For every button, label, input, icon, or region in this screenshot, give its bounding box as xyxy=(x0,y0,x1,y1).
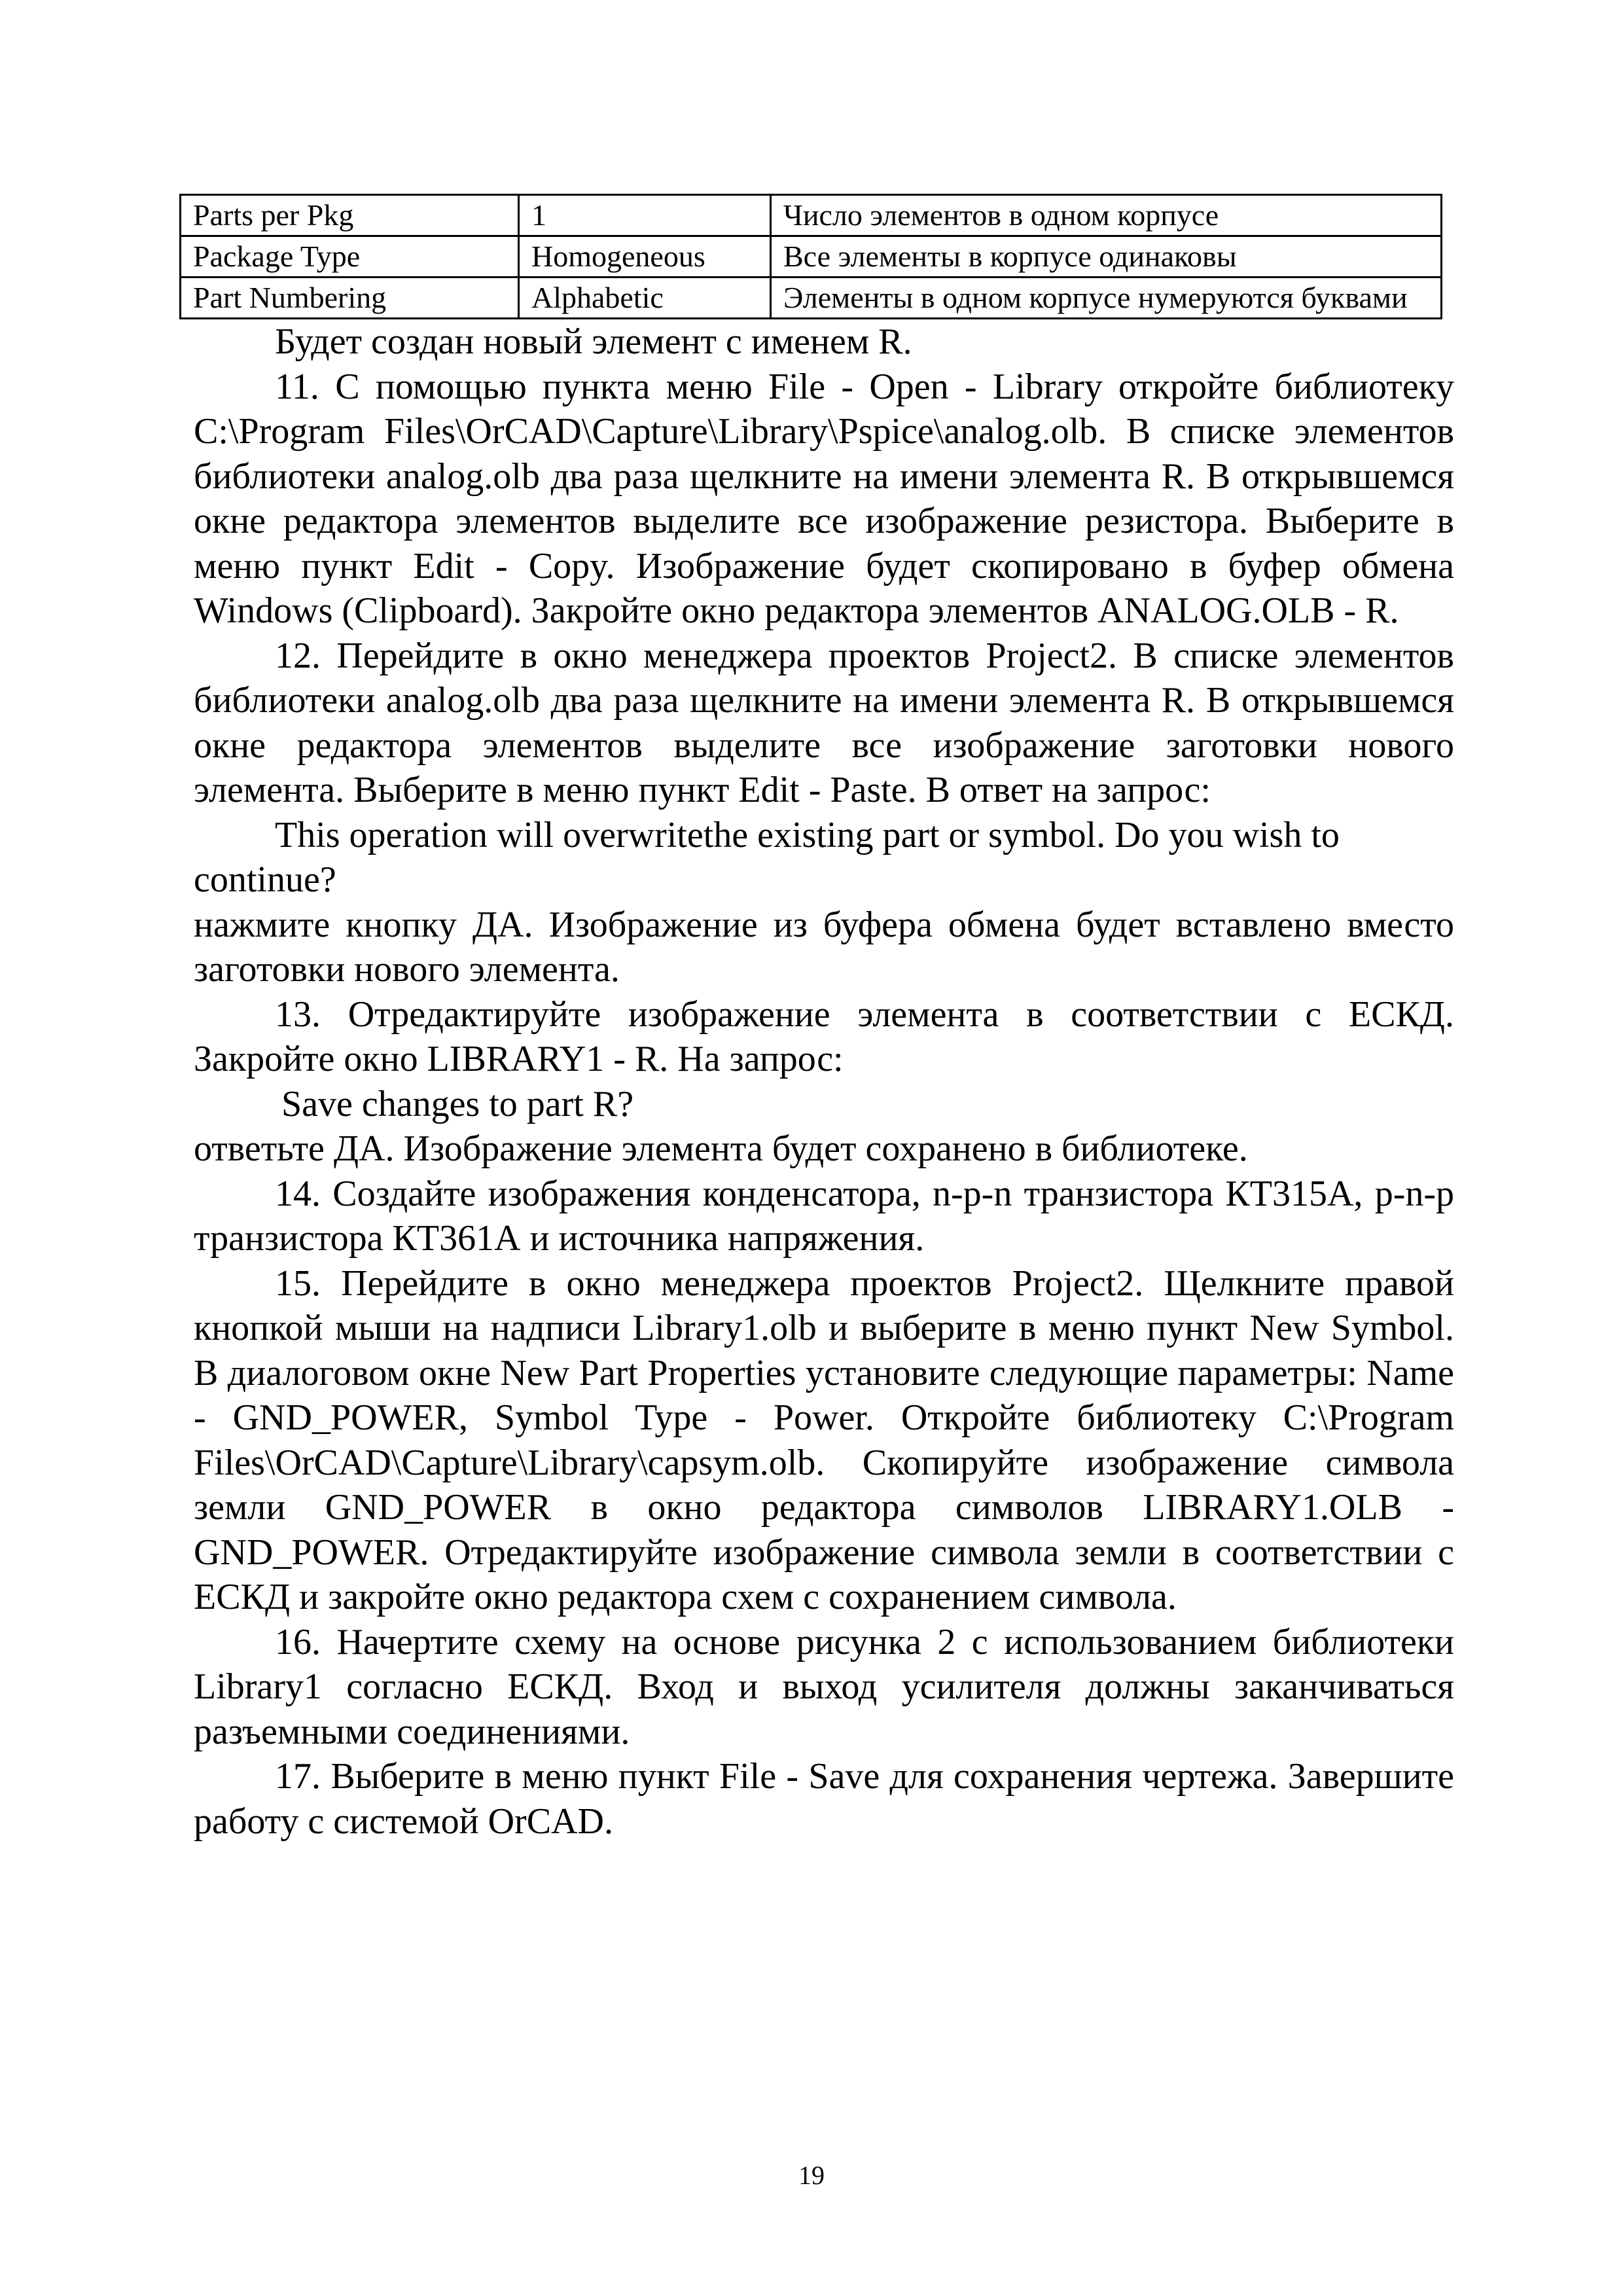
table-cell-description: Все элементы в корпусе одинаковы xyxy=(771,236,1442,278)
table-cell-value: Homogeneous xyxy=(519,236,771,278)
paragraph-step-14: 14. Создайте изображения конденсатора, n-p-n транзистора КТ315А, p-n-p транзистора КТ361А и источника напряжения. xyxy=(194,1173,1454,1259)
table-cell-value: Alphabetic xyxy=(519,278,771,319)
table-cell-param: Part Numbering xyxy=(181,278,519,319)
paragraph-step-13-answer: ответьте ДА. Изображение элемента будет сохранено в библиотеке. xyxy=(194,1128,1248,1169)
quote-overwrite-prompt: This operation will overwritethe existing part or symbol. Do you wish to continue? xyxy=(194,814,1340,900)
paragraph-step-17: 17. Выберите в меню пункт File - Save для сохранения чертежа. Завершите работу с системой OrCAD. xyxy=(194,1756,1454,1842)
parameters-table xyxy=(179,194,1442,319)
paragraph-step-15: 15. Перейдите в окно менеджера проектов Project2. Щелкните правой кнопкой мыши на надписи Library1.olb и выберите в меню пункт New Symbol. В диалоговом окне New Part Properties установите следующие параметры: Name - GND_POWER, Symbol Type - Power. Откройте библиотеку C:\Program Files\OrCAD\Capture\Library\capsym.olb. Скопируйте изображение символа земли GND_POWER в окно редактора символов LIBRARY1.OLB - GND_POWER. Отредактируйте изображение символа земли в соответствии с ЕСКД и закройте окно редактора схем с сохранением символа. xyxy=(194,1263,1454,1617)
paragraph-step-13: 13. Отредактируйте изображение элемента в соответствии с ЕСКД. Закройте окно LIBRARY1 - R. На запрос: xyxy=(194,994,1454,1079)
table-row xyxy=(181,195,1442,236)
paragraph-step-12-answer: нажмите кнопку ДА. Изображение из буфера обмена будет вставлено вместо заготовки нового элемента. xyxy=(194,904,1454,990)
paragraph-step-16: 16. Начертите схему на основе рисунка 2 с использованием библиотеки Library1 согласно ЕСКД. Вход и выход усилителя должны заканчиваться разъемными соединениями. xyxy=(194,1621,1454,1752)
page-content xyxy=(194,194,1454,1844)
table-cell-param: Package Type xyxy=(181,236,519,278)
paragraph-new-element: Будет создан новый элемент с именем R. xyxy=(275,321,912,362)
page-number: 19 xyxy=(798,2161,825,2190)
table-cell-description: Элементы в одном корпусе нумеруются буквами xyxy=(771,278,1442,319)
table-cell-value: 1 xyxy=(519,195,771,236)
quote-save-changes-prompt: Save changes to part R? xyxy=(281,1083,634,1124)
table-cell-description: Число элементов в одном корпусе xyxy=(771,195,1442,236)
table-row xyxy=(181,278,1442,319)
paragraph-step-11: 11. С помощью пункта меню File - Open - Library откройте библиотеку C:\Program Files\OrCAD\Capture\Library\Pspice\analog.olb. В списке элементов библиотеки analog.olb два раза щелкните на имени элемента R. В открывшемся окне редактора элементов выделите все изображение резистора. Выберите в меню пункт Edit - Copy. Изображение будет скопировано в буфер обмена Windows (Clipboard). Закройте окно редактора элементов ANALOG.OLB - R. xyxy=(194,366,1454,631)
paragraph-step-12: 12. Перейдите в окно менеджера проектов Project2. В списке элементов библиотеки analog.olb два раза щелкните на имени элемента R. В открывшемся окне редактора элементов выделите все изображение заготовки нового элемента. Выберите в меню пункт Edit - Paste. В ответ на запрос: xyxy=(194,635,1454,810)
table-row xyxy=(181,236,1442,278)
table-cell-param: Parts per Pkg xyxy=(181,195,519,236)
